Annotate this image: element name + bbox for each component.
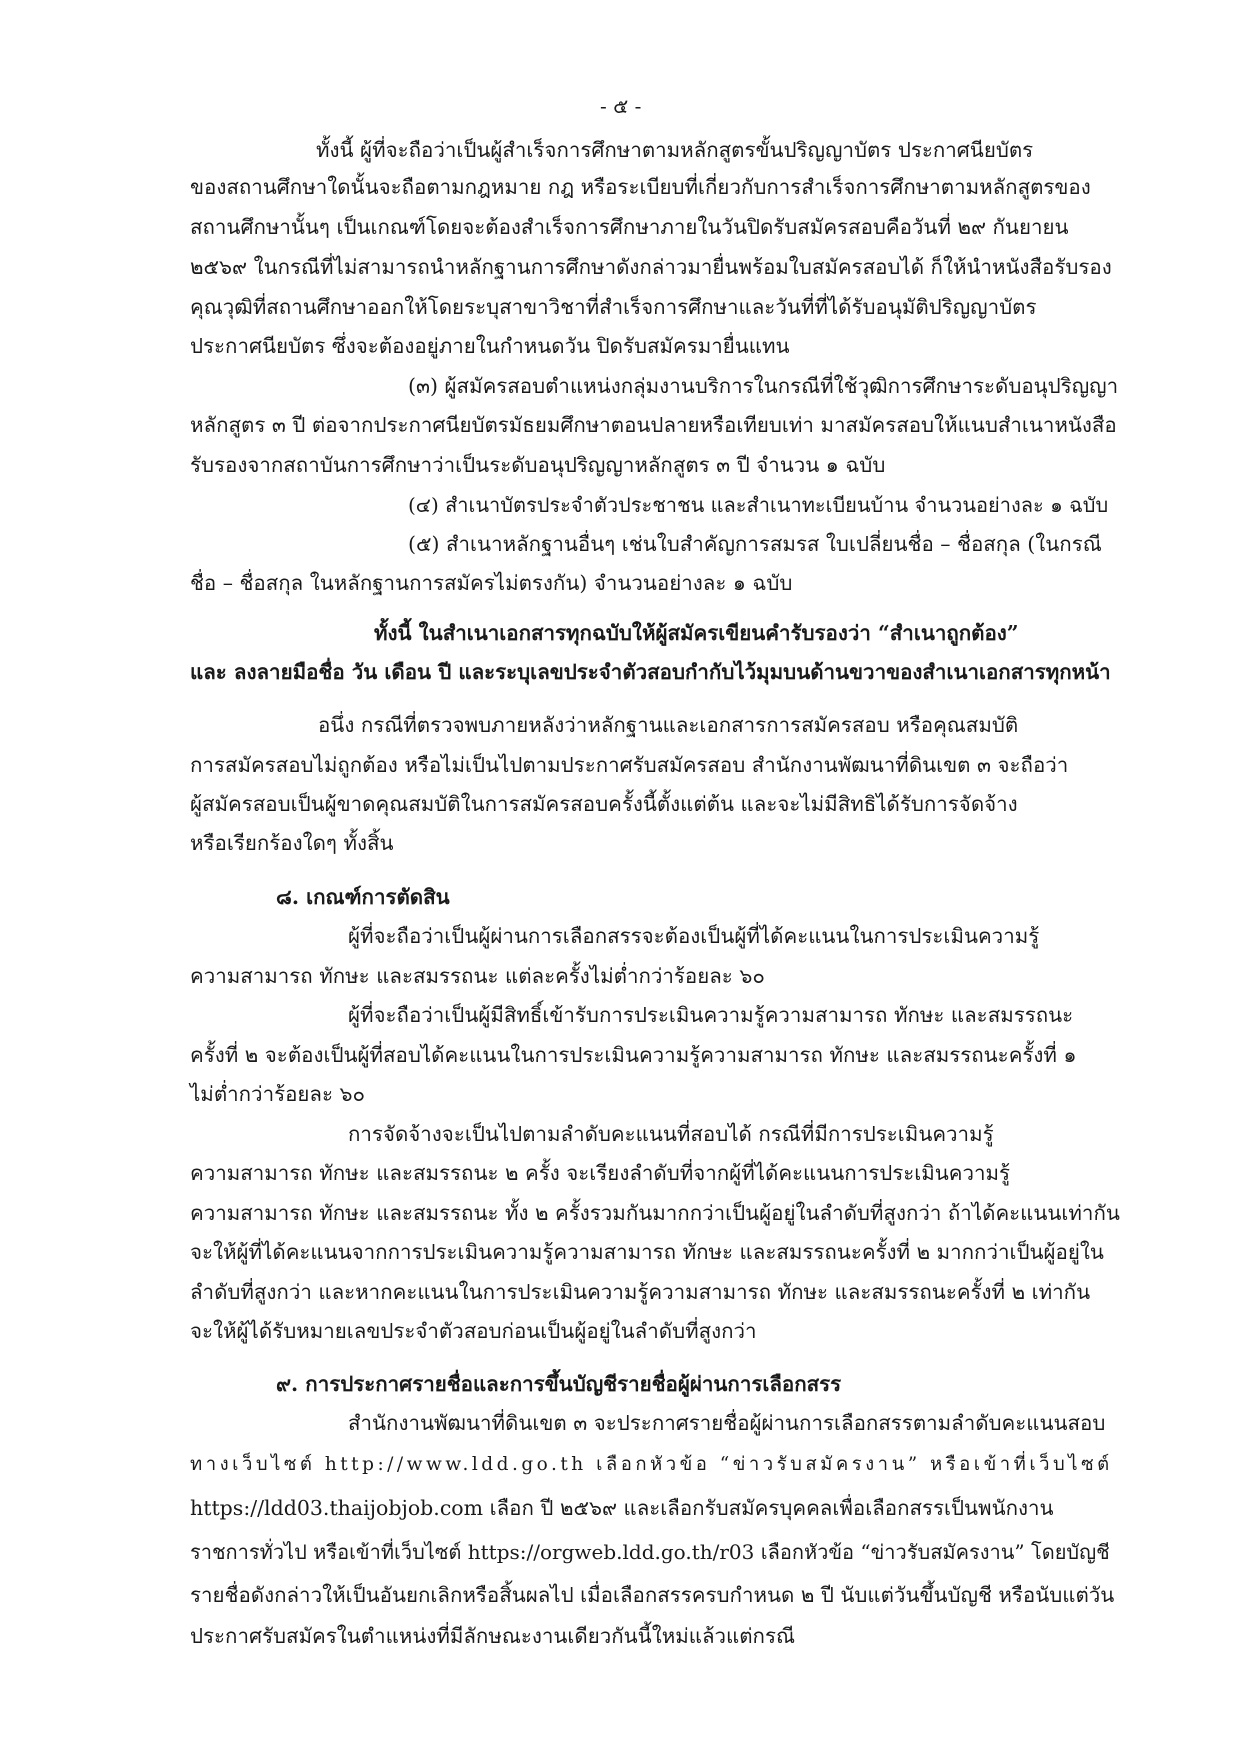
paragraph-line: ๒๕๖๙ ในกรณีที่ไม่สามารถนำหลักฐานการศึกษาดังกล่าวมายื่นพร้อมใบสมัครสอบได้ ก็ให้นำหนังสือรับรอง <box>190 255 1112 279</box>
certification-note: ทั้งนี้ ในสำเนาเอกสารทุกฉบับให้ผู้สมัครเขียนคำรับรองว่า “สำเนาถูกต้อง” <box>374 621 1019 645</box>
paragraph-line: อนึ่ง กรณีที่ตรวจพบภายหลังว่าหลักฐานและเอกสารการสมัครสอบ หรือคุณสมบัติ <box>318 713 1019 737</box>
list-item-5: (๕) สำเนาหลักฐานอื่นๆ เช่นใบสำคัญการสมรส ใบเปลี่ยนชื่อ – ชื่อสกุล (ในกรณี <box>408 532 1102 556</box>
list-item-3-cont: รับรองจากสถาบันการศึกษาว่าเป็นระดับอนุปริญญาหลักสูตร ๓ ปี จำนวน ๑ ฉบับ <box>190 453 886 477</box>
paragraph-line: ความสามารถ ทักษะ และสมรรถนะ ๒ ครั้ง จะเรียงลำดับที่จากผู้ที่ได้คะแนนการประเมินความรู้ <box>190 1161 1011 1185</box>
paragraph-line: ความสามารถ ทักษะ และสมรรถนะ ทั้ง ๒ ครั้งรวมกันมากกว่าเป็นผู้อยู่ในลำดับที่สูงกว่า ถ้าได้คะแนนเท่ากัน <box>190 1201 1120 1225</box>
list-item-3: (๓) ผู้สมัครสอบตำแหน่งกลุ่มงานบริการในกรณีที่ใช้วุฒิการศึกษาระดับอนุปริญญา <box>408 374 1119 398</box>
list-item-4: (๔) สำเนาบัตรประจำตัวประชาชน และสำเนาทะเบียนบ้าน จำนวนอย่างละ ๑ ฉบับ <box>408 493 1109 517</box>
paragraph-line: ของสถานศึกษาใดนั้นจะถือตามกฎหมาย กฎ หรือระเบียบที่เกี่ยวกับการสำเร็จการศึกษาตามหลักสูตรของ <box>190 175 1091 199</box>
paragraph-line: ทั้งนี้ ผู้ที่จะถือว่าเป็นผู้สำเร็จการศึกษาตามหลักสูตรขั้นปริญญาบัตร ประกาศนียบัตร <box>316 138 1034 162</box>
paragraph-line: การสมัครสอบไม่ถูกต้อง หรือไม่เป็นไปตามประกาศรับสมัครสอบ สำนักงานพัฒนาที่ดินเขต ๓ จะถือว่า <box>190 753 1069 777</box>
paragraph-line: ลำดับที่สูงกว่า และหากคะแนนในการประเมินความรู้ความสามารถ ทักษะ และสมรรถนะครั้งที่ ๒ เท่ากัน <box>190 1280 1091 1304</box>
paragraph-line: สำนักงานพัฒนาที่ดินเขต ๓ จะประกาศรายชื่อผู้ผ่านการเลือกสรรตามลำดับคะแนนสอบ <box>348 1411 1106 1435</box>
paragraph-line: ผู้สมัครสอบเป็นผู้ขาดคุณสมบัติในการสมัครสอบครั้งนี้ตั้งแต่ต้น และจะไม่มีสิทธิได้รับการจัดจ้าง <box>190 792 1018 816</box>
paragraph-line: ประกาศนียบัตร ซึ่งจะต้องอยู่ภายในกำหนดวัน ปิดรับสมัครมายื่นแทน <box>190 334 790 358</box>
paragraph-line: คุณวุฒิที่สถานศึกษาออกให้โดยระบุสาขาวิชาที่สำเร็จการศึกษาและวันที่ที่ได้รับอนุมัติปริญญาบัตร <box>190 295 1037 319</box>
paragraph-line: ความสามารถ ทักษะ และสมรรถนะ แต่ละครั้งไม่ต่ำกว่าร้อยละ ๖๐ <box>190 964 765 988</box>
paragraph-line: ทางเว็บไซต์ http://www.ldd.go.th เลือกหัวข้อ “ข่าวรับสมัครงาน” หรือเข้าที่เว็บไซต์ <box>190 1454 1113 1475</box>
paragraph-line: ประกาศรับสมัครในตำแหน่งที่มีลักษณะงานเดียวกันนี้ใหม่แล้วแต่กรณี <box>190 1624 795 1648</box>
paragraph-line: ครั้งที่ ๒ จะต้องเป็นผู้ที่สอบได้คะแนนในการประเมินความรู้ความสามารถ ทักษะ และสมรรถนะครั้งที่ ๑ <box>190 1043 1077 1067</box>
paragraph-line: การจัดจ้างจะเป็นไปตามลำดับคะแนนที่สอบได้ กรณีที่มีการประเมินความรู้ <box>348 1122 994 1146</box>
paragraph-line: หรือเรียกร้องใดๆ ทั้งสิ้น <box>190 831 394 855</box>
paragraph-line: จะให้ผู้ได้รับหมายเลขประจำตัวสอบก่อนเป็นผู้อยู่ในลำดับที่สูงกว่า <box>190 1319 757 1343</box>
paragraph-line: ไม่ต่ำกว่าร้อยละ ๖๐ <box>190 1082 366 1106</box>
paragraph-line: จะให้ผู้ที่ได้คะแนนจากการประเมินความรู้ความสามารถ ทักษะ และสมรรถนะครั้งที่ ๒ มากกว่าเป็นผู้อยู่ใน <box>190 1240 1104 1264</box>
list-item-3-cont: หลักสูตร ๓ ปี ต่อจากประกาศนียบัตรมัธยมศึกษาตอนปลายหรือเทียบเท่า มาสมัครสอบให้แนบสำเนาหนังสือ <box>190 413 1117 437</box>
section-8-heading: ๘. เกณฑ์การตัดสิน <box>276 885 450 909</box>
paragraph-line: ผู้ที่จะถือว่าเป็นผู้ผ่านการเลือกสรรจะต้องเป็นผู้ที่ได้คะแนนในการประเมินความรู้ <box>348 924 1040 948</box>
section-9-heading: ๙. การประกาศรายชื่อและการขึ้นบัญชีรายชื่อผู้ผ่านการเลือกสรร <box>276 1372 842 1396</box>
paragraph-line: ผู้ที่จะถือว่าเป็นผู้มีสิทธิ์เข้ารับการประเมินความรู้ความสามารถ ทักษะ และสมรรถนะ <box>348 1003 1074 1027</box>
paragraph-line: สถานศึกษานั้นๆ เป็นเกณฑ์โดยจะต้องสำเร็จการศึกษาภายในวันปิดรับสมัครสอบคือวันที่ ๒๙ กันยายน <box>190 215 1069 239</box>
certification-note-cont: และ ลงลายมือชื่อ วัน เดือน ปี และระบุเลขประจำตัวสอบกำกับไว้มุมบนด้านขวาของสำเนาเอกสารทุกหน้า <box>190 660 1111 684</box>
page-number: - ๕ - <box>600 94 642 118</box>
list-item-5-cont: ชื่อ – ชื่อสกุล ในหลักฐานการสมัครไม่ตรงกัน) จำนวนอย่างละ ๑ ฉบับ <box>190 571 793 595</box>
paragraph-line: ราชการทั่วไป หรือเข้าที่เว็บไซต์ https://orgweb.ldd.go.th/r03 เลือกหัวข้อ “ข่าวรับสมัครงาน” โดยบัญชี <box>190 1540 1110 1564</box>
paragraph-line: รายชื่อดังกล่าวให้เป็นอันยกเลิกหรือสิ้นผลไป เมื่อเลือกสรรครบกำหนด ๒ ปี นับแต่วันขึ้นบัญชี หรือนับแต่วัน <box>190 1583 1115 1607</box>
paragraph-line: https://ldd03.thaijobjob.com เลือก ปี ๒๕๖๙ และเลือกรับสมัครบุคคลเพื่อเลือกสรรเป็นพนักงาน <box>190 1496 1054 1520</box>
